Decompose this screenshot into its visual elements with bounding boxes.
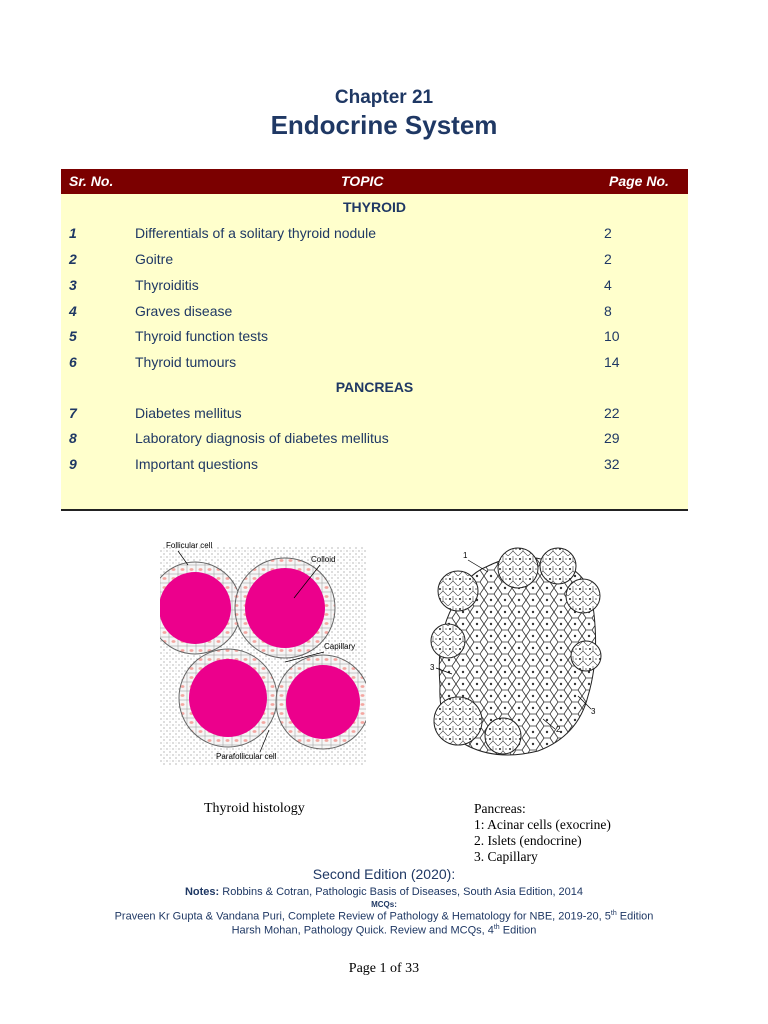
toc-header-row <box>61 169 688 194</box>
notes-text: Robbins & Cotran, Pathologic Basis of Diseases, South Asia Edition, 2014 <box>219 886 584 898</box>
thyroid-caption: Thyroid histology <box>204 801 305 816</box>
chapter-number: Chapter 21 <box>334 87 434 108</box>
credit-text: Edition <box>499 924 537 937</box>
pointer-line <box>468 560 488 572</box>
follicle <box>276 655 366 749</box>
pancreas-histology-figure <box>428 546 603 764</box>
row-topic: Goitre <box>135 251 174 267</box>
row-number: 9 <box>69 456 77 472</box>
table-row <box>61 328 688 348</box>
label-2: 2 <box>556 725 561 734</box>
table-row <box>61 405 688 425</box>
table-row <box>61 430 688 450</box>
label-capillary: Capillary <box>324 642 356 651</box>
table-row <box>61 251 688 271</box>
row-page: 8 <box>604 303 612 319</box>
pancreas-caption-item: 3. Capillary <box>474 849 538 864</box>
row-number: 1 <box>69 225 77 241</box>
row-page: 29 <box>604 430 620 446</box>
credit-text: Praveen Kr Gupta & Vandana Puri, Complete Review of Pathology & Hematology for NBE, 2019-20, 5 <box>114 910 611 923</box>
mcqs-label: MCQs: <box>371 900 397 909</box>
table-row <box>61 456 688 476</box>
label-3-right: 3 <box>591 707 596 716</box>
row-topic: Thyroid function tests <box>135 328 269 344</box>
pancreas-caption <box>474 801 611 865</box>
row-page: 22 <box>604 405 620 421</box>
label-1: 1 <box>463 551 468 560</box>
chapter-title: Endocrine System <box>270 110 498 140</box>
row-topic: Thyroiditis <box>135 277 199 293</box>
notes-label: Notes: <box>184 886 220 898</box>
row-topic: Diabetes mellitus <box>135 405 242 421</box>
table-row <box>61 354 688 374</box>
row-page: 32 <box>604 456 620 472</box>
thyroid-histology-figure <box>160 538 366 766</box>
table-row <box>61 277 688 297</box>
row-number: 5 <box>69 328 77 344</box>
row-topic: Differentials of a solitary thyroid nodule <box>135 225 376 241</box>
header-sr-no: Sr. No. <box>69 173 114 189</box>
credit-line <box>0 910 768 923</box>
colloid <box>245 568 325 648</box>
pancreas-caption-item: 2. Islets (endocrine) <box>474 833 582 848</box>
credit-superscript: th <box>493 924 500 931</box>
section-thyroid: THYROID <box>343 199 406 215</box>
row-page: 14 <box>604 354 620 370</box>
table-row <box>61 225 688 245</box>
credit-line <box>0 924 768 937</box>
colloid <box>189 659 267 737</box>
row-number: 3 <box>69 277 77 293</box>
row-number: 6 <box>69 354 77 370</box>
table-of-contents <box>61 169 688 511</box>
label-3-left: 3 <box>430 663 435 672</box>
label-follicular-cell: Follicular cell <box>166 541 213 550</box>
pancreas-caption-title: Pancreas: <box>474 801 526 816</box>
row-topic: Graves disease <box>135 303 233 319</box>
credit-superscript: th <box>610 910 617 917</box>
row-number: 2 <box>69 251 77 267</box>
follicle <box>235 558 335 658</box>
row-number: 7 <box>69 405 77 421</box>
row-topic: Laboratory diagnosis of diabetes mellitus <box>135 430 389 446</box>
header-topic: TOPIC <box>341 173 384 189</box>
row-number: 4 <box>69 303 77 319</box>
label-parafollicular-cell: Parafollicular cell <box>216 752 277 761</box>
row-page: 10 <box>604 328 620 344</box>
row-page: 4 <box>604 277 612 293</box>
colloid <box>160 572 231 644</box>
notes-line <box>0 886 768 898</box>
row-topic: Thyroid tumours <box>135 354 237 370</box>
colloid <box>286 665 360 739</box>
label-colloid: Colloid <box>311 555 336 564</box>
credit-text: Harsh Mohan, Pathology Quick. Review and MCQs, 4 <box>231 924 494 937</box>
follicle <box>179 649 277 747</box>
row-page: 2 <box>604 225 612 241</box>
row-page: 2 <box>604 251 612 267</box>
section-pancreas: PANCREAS <box>335 379 414 395</box>
row-number: 8 <box>69 430 77 446</box>
table-row <box>61 303 688 323</box>
page-number: Page 1 of 33 <box>348 961 420 976</box>
header-page-no: Page No. <box>609 173 669 189</box>
credit-text: Edition <box>616 910 654 923</box>
pancreas-caption-item: 1: Acinar cells (exocrine) <box>474 817 611 832</box>
row-topic: Important questions <box>135 456 258 472</box>
edition-line: Second Edition (2020): <box>312 866 456 882</box>
